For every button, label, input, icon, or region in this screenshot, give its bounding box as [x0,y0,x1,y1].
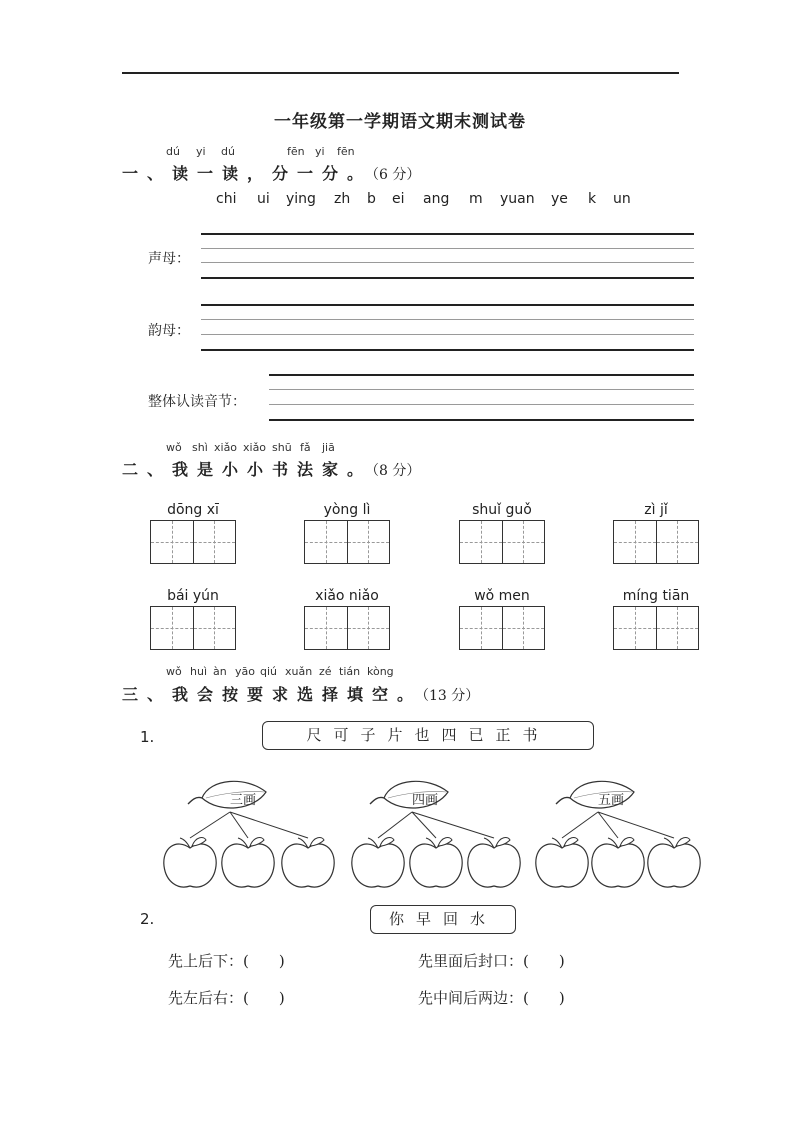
word-pinyin: zì jǐ [644,502,668,518]
zhengti-label: 整体认读音节： [148,394,246,410]
character-bank-2: 你早回水 [370,905,516,934]
writing-grid[interactable] [459,606,545,650]
exam-page: 一年级第一学期语文期末测试卷 dú yi dú fēn yi fēn 一、读一读，分一分。（6 分） chi ui ying zh b ei ang m yuan ye k un 声母： 韵母： 整体认读音节： wǒ shì xiǎo xiǎo shū fǎ jiā 二、我是小小书法家。（8 分） dōng xī yòng lì shuǐ guǒ zì jǐ bái yún xiǎo niǎo wǒ men míng tiān wǒ huì àn yāo qiú xuǎn zé tián kòng 三、我会按要求选择填空。（13 分） 1. 尺可子片也四已正书 三画 四画 五画 2. 你早回水 先上后下：( ) 先里面后封口：( ) 先左后右：( ) 先中间后两边：( ) [0,0,800,1131]
writing-grid[interactable] [459,520,545,564]
leaf-label: 三画 [230,793,257,808]
leaf-label: 四画 [412,793,439,808]
word-pinyin: míng tiān [622,588,690,604]
word-pinyin: shuǐ guǒ [472,502,532,518]
writing-line[interactable] [201,334,694,335]
section2-heading: 二、我是小小书法家。（8 分） [122,460,421,479]
writing-line[interactable] [201,262,694,263]
fill-blank[interactable]: 先里面后封口：( ) [418,952,565,970]
writing-line[interactable] [201,248,694,249]
section2-pinyin: wǒ shì xiǎo xiǎo shū fǎ jiā [166,441,335,454]
writing-line[interactable] [269,404,694,405]
writing-grid[interactable] [613,606,699,650]
fill-blank[interactable]: 先左后右：( ) [168,989,285,1007]
word-pinyin: bái yún [167,588,219,604]
word-pinyin: xiǎo niǎo [315,588,379,604]
writing-line[interactable] [201,304,694,306]
question-1-number: 1. [140,728,155,746]
writing-line[interactable] [269,389,694,390]
section3-heading: 三、我会按要求选择填空。（13 分） [122,685,480,704]
writing-line[interactable] [201,277,694,279]
word-pinyin: yòng lì [323,502,371,518]
top-rule [122,72,679,74]
word-pinyin: wǒ men [474,588,530,604]
writing-grid[interactable] [304,606,390,650]
fill-blank[interactable]: 先中间后两边：( ) [418,989,565,1007]
writing-grid[interactable] [150,520,236,564]
word-pinyin: dōng xī [167,502,219,518]
writing-grid[interactable] [304,520,390,564]
section1-heading: 一、读一读，分一分。（6 分） [122,164,421,183]
writing-line[interactable] [201,349,694,351]
leaf-label: 五画 [598,793,625,808]
section1-pinyin: dú yi dú fēn yi fēn [166,145,355,158]
writing-grid[interactable] [150,606,236,650]
writing-line[interactable] [201,233,694,235]
writing-line[interactable] [201,319,694,320]
character-bank-1: 尺可子片也四已正书 [262,721,594,750]
writing-line[interactable] [269,419,694,421]
yunmu-label: 韵母： [148,323,190,339]
fill-blank[interactable]: 先上后下：( ) [168,952,285,970]
stroke-count-diagram [160,768,720,898]
section3-pinyin: wǒ huì àn yāo qiú xuǎn zé tián kòng [166,665,394,678]
writing-line[interactable] [269,374,694,376]
shengmu-label: 声母： [148,251,190,267]
question-2-number: 2. [140,910,155,928]
writing-grid[interactable] [613,520,699,564]
page-title: 一年级第一学期语文期末测试卷 [274,112,526,132]
